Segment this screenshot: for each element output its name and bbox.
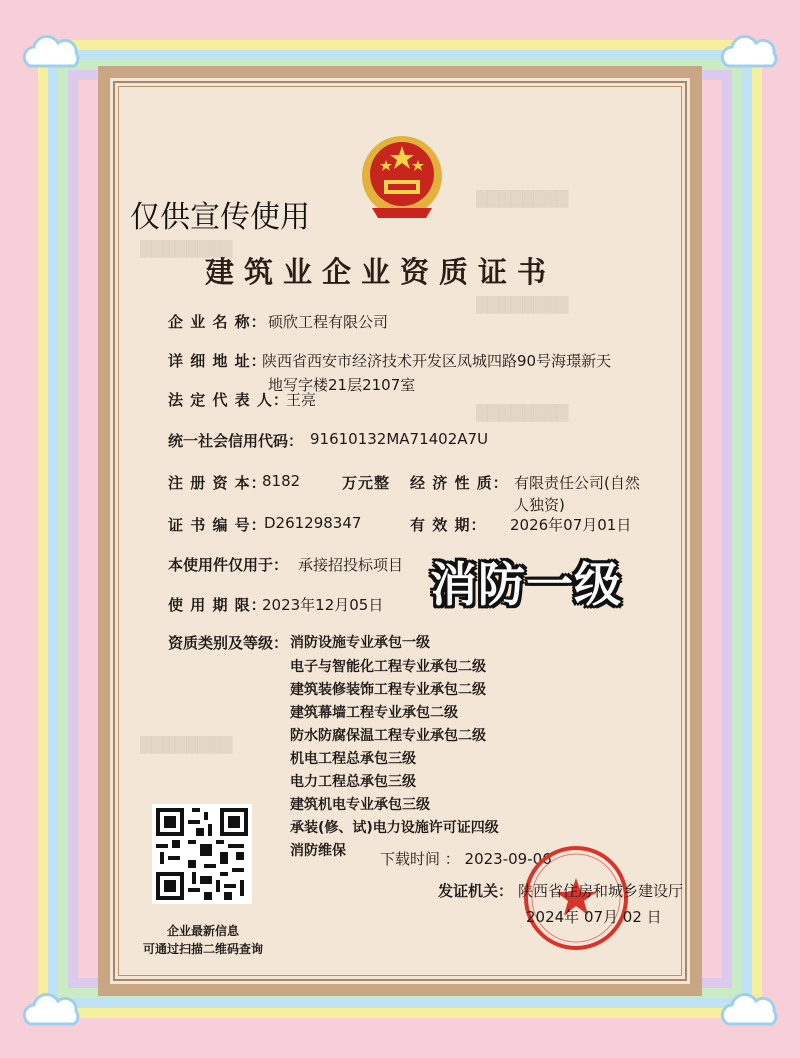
registered-capital-value: 8182	[262, 472, 301, 490]
background-watermark: ████████	[476, 404, 569, 422]
address-value-line2: 地写字楼21层2107室	[268, 376, 416, 394]
national-emblem-icon	[358, 130, 446, 224]
issue-date: 2024年 07月 02 日	[526, 908, 662, 926]
background-watermark: ████████	[476, 296, 569, 314]
economic-nature-value-line2: 人独资)	[514, 496, 565, 514]
certificate-number-label: 证 书 编 号：	[168, 516, 267, 534]
address-value-line1: 陕西省西安市经济技术开发区凤城四路90号海璟新天	[262, 352, 612, 370]
background-watermark: ████████	[140, 240, 233, 258]
qualification-item: 消防维保	[290, 843, 346, 859]
capital-unit: 万元整	[342, 474, 391, 492]
promo-watermark-text: 仅供宣传使用	[130, 200, 310, 235]
qualification-item: 建筑幕墙工程专业承包二级	[290, 705, 458, 721]
cloud-decoration-bottom-right	[716, 984, 782, 1034]
qualification-item: 承装(修、试)电力设施许可证四级	[290, 820, 499, 836]
background-watermark: ████████	[140, 736, 233, 754]
purpose-label: 本使用件仅用于：	[168, 556, 289, 574]
qr-caption-line2: 可通过扫描二维码查询	[142, 942, 263, 956]
qr-caption-line1: 企业最新信息	[166, 924, 239, 938]
certificate-title: 建筑业企业资质证书	[205, 255, 557, 289]
economic-nature-value-line1: 有限责任公司(自然	[514, 474, 640, 492]
qualification-item: 电子与智能化工程专业承包二级	[290, 659, 486, 675]
company-name-value: 硕欣工程有限公司	[268, 313, 389, 331]
download-time: 下载时间 ： 2023-09-06	[380, 850, 552, 868]
registered-capital-label: 注 册 资 本：	[168, 474, 267, 492]
issuer-value: 陕西省住房和城乡建设厅	[518, 882, 684, 900]
credit-code-label: 统一社会信用代码：	[168, 432, 304, 450]
validity-label: 有 效 期：	[410, 516, 487, 534]
cloud-decoration-top-left	[18, 26, 84, 76]
qualification-item: 机电工程总承包三级	[290, 751, 416, 767]
legal-rep-label: 法 定 代 表 人：	[168, 391, 289, 409]
cloud-decoration-bottom-left	[18, 984, 84, 1034]
economic-nature-label: 经 济 性 质：	[410, 474, 509, 492]
qr-code[interactable]	[152, 804, 252, 904]
issuer-label: 发证机关：	[438, 882, 514, 900]
use-term-label: 使 用 期 限：	[168, 596, 267, 614]
qualification-label: 资质类别及等级：	[168, 634, 289, 652]
use-term-value: 2023年12月05日	[262, 596, 384, 614]
credit-code-value: 91610132MA71402A7U	[310, 430, 489, 448]
qualification-item: 建筑装修装饰工程专业承包二级	[290, 682, 486, 698]
certificate-number-value: D261298347	[264, 514, 362, 532]
background-watermark: ████████	[476, 190, 569, 208]
fire-grade-overlay-text: 消防一级	[430, 558, 622, 613]
validity-value: 2026年07月01日	[510, 516, 632, 534]
qualification-item: 电力工程总承包三级	[290, 774, 416, 790]
qualification-item: 建筑机电专业承包三级	[290, 797, 430, 813]
qualification-item: 消防设施专业承包一级	[290, 635, 430, 651]
purpose-value: 承接招投标项目	[298, 556, 404, 574]
company-name-label: 企 业 名 称：	[168, 313, 267, 331]
address-label: 详 细 地 址：	[168, 352, 267, 370]
cloud-decoration-top-right	[716, 26, 782, 76]
qualification-item: 防水防腐保温工程专业承包二级	[290, 728, 486, 744]
legal-rep-value: 王亮	[286, 391, 317, 409]
